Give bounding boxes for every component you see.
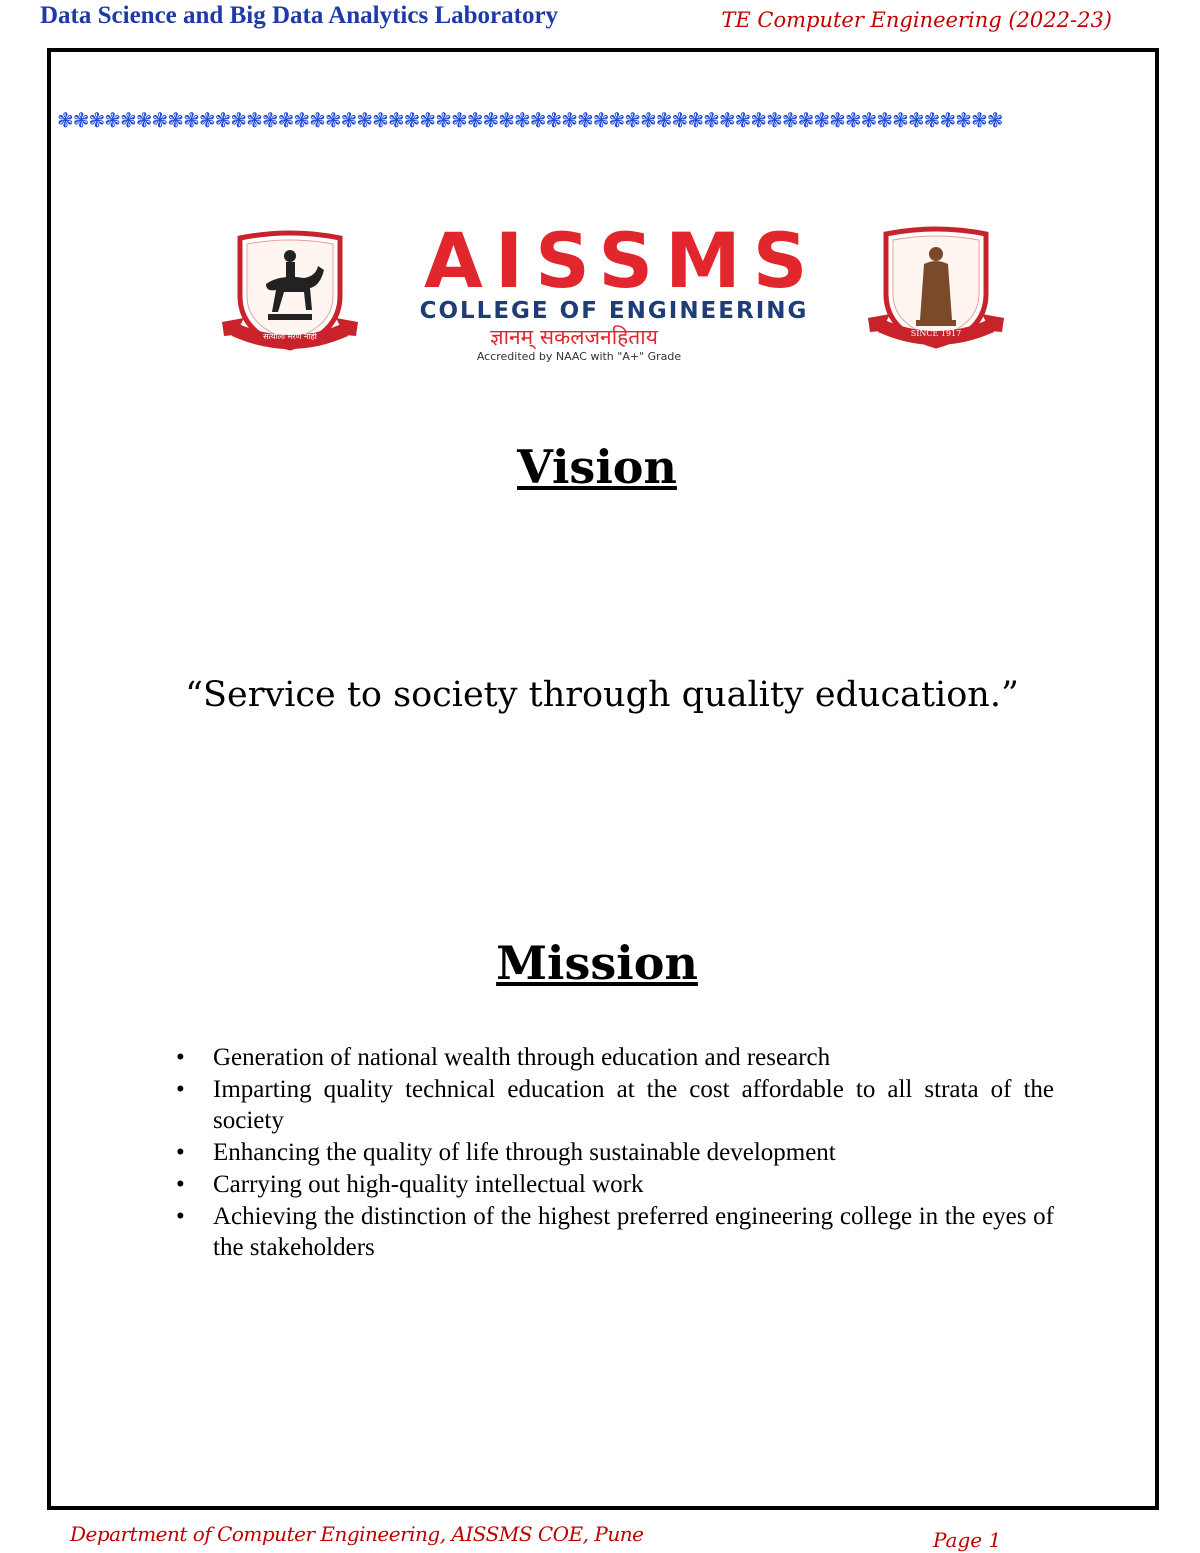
bullet-icon: • bbox=[176, 1171, 185, 1198]
vision-statement: “Service to society through quality education.” bbox=[185, 675, 1019, 715]
svg-text:SINCE 1917: SINCE 1917 bbox=[910, 329, 962, 338]
vision-heading: Vision bbox=[517, 440, 677, 494]
svg-text:सत्याला मरण नाही: सत्याला मरण नाही bbox=[263, 332, 317, 341]
footer-page-number: Page 1 bbox=[933, 1528, 1002, 1552]
bullet-icon: • bbox=[176, 1139, 185, 1166]
ornamental-divider: ❃❃❃❃❃❃❃❃❃❃❃❃❃❃❃❃❃❃❃❃❃❃❃❃❃❃❃❃❃❃❃❃❃❃❃❃❃❃❃❃❃❃❃❃❃❃❃❃❃❃❃❃❃❃❃❃❃❃❃❃ bbox=[57, 108, 1003, 132]
brand-name: AISSMS bbox=[424, 216, 820, 305]
course-label: TE Computer Engineering (2022-23) bbox=[721, 8, 1112, 32]
aissms-brand-logo bbox=[414, 216, 820, 364]
footer-department: Department of Computer Engineering, AISSMS COE, Pune bbox=[70, 1522, 644, 1546]
mission-item: • Generation of national wealth through education and research bbox=[176, 1044, 831, 1071]
mission-item: • Imparting quality technical education at the cost affordable to all strata of the society bbox=[176, 1076, 1054, 1134]
bullet-icon: • bbox=[176, 1076, 185, 1103]
right-crest-logo bbox=[866, 224, 1006, 354]
mission-item: • Carrying out high-quality intellectual work bbox=[176, 1171, 644, 1198]
brand-accreditation: Accredited by NAAC with "A+" Grade bbox=[476, 350, 682, 363]
mission-list bbox=[174, 1042, 1054, 1264]
bullet-icon: • bbox=[176, 1044, 185, 1071]
lab-title: Data Science and Big Data Analytics Laboratory bbox=[40, 2, 559, 29]
brand-subtitle: COLLEGE OF ENGINEERING bbox=[419, 298, 809, 324]
mission-heading: Mission bbox=[496, 936, 698, 990]
bullet-icon: • bbox=[176, 1203, 185, 1230]
brand-motto: ज्ञानम् सकलजनहिताय bbox=[490, 325, 658, 349]
mission-item: • Enhancing the quality of life through sustainable development bbox=[176, 1139, 836, 1166]
mission-item: • Achieving the distinction of the highest preferred engineering college in the eyes of the stakeholders bbox=[176, 1203, 1054, 1261]
